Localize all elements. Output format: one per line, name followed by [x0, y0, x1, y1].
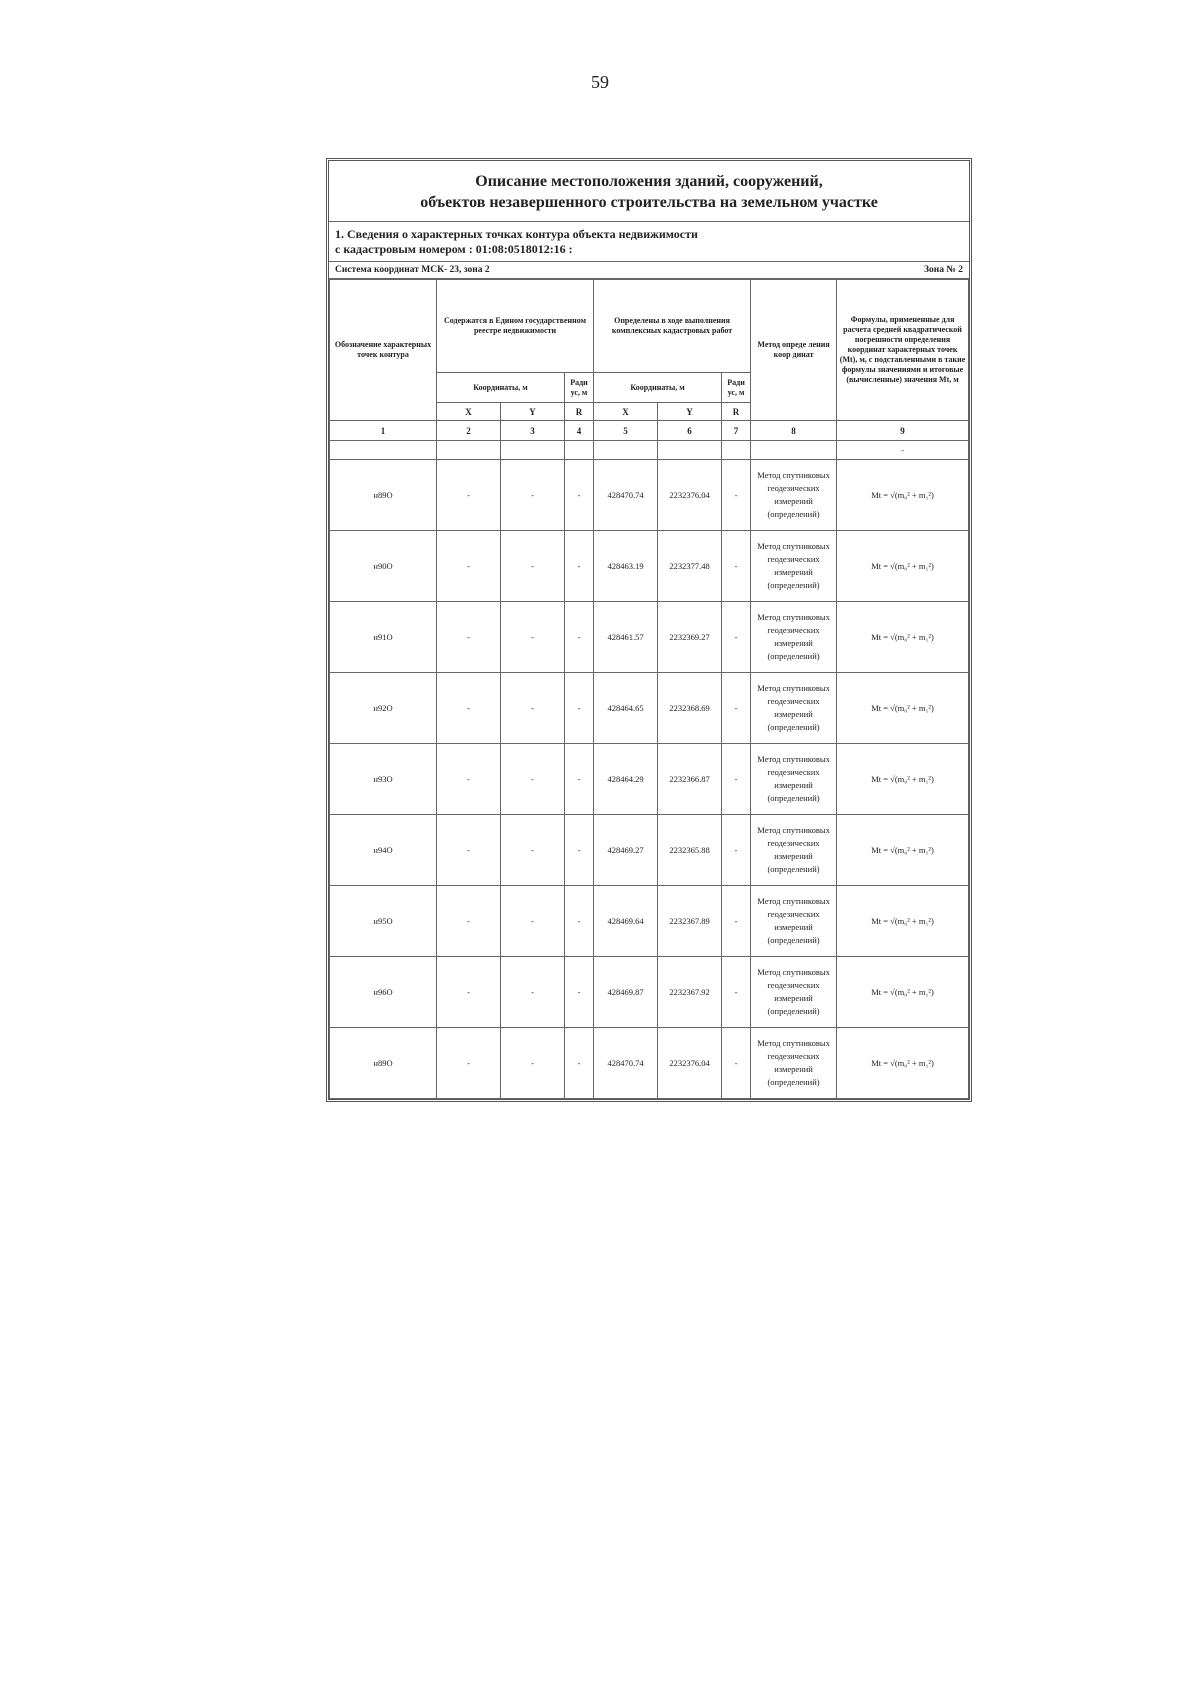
- works-x: 428470.74: [594, 1028, 658, 1099]
- point-name: н89О: [330, 1028, 437, 1099]
- egrn-x: -: [437, 460, 501, 531]
- works-y: 2232366.87: [658, 744, 722, 815]
- col-number: 1: [330, 421, 437, 441]
- works-x: 428470.74: [594, 460, 658, 531]
- egrn-y: -: [501, 602, 565, 673]
- zone-label: Зона № 2: [923, 265, 963, 275]
- point-name: н95О: [330, 886, 437, 957]
- header-y-works: Y: [658, 403, 722, 421]
- works-y: 2232369.27: [658, 602, 722, 673]
- document-sheet: [326, 158, 972, 1102]
- works-y: 2232376.04: [658, 460, 722, 531]
- empty-row: [330, 441, 969, 460]
- formula-cell: Мt = √(m₀² + m₁²): [837, 673, 969, 744]
- method-cell: Метод спутниковых геодезических измерений (определений): [751, 886, 837, 957]
- works-y: 2232365.88: [658, 815, 722, 886]
- works-x: 428461.57: [594, 602, 658, 673]
- col-number: 8: [751, 421, 837, 441]
- method-cell: Метод спутниковых геодезических измерений (определений): [751, 957, 837, 1028]
- egrn-x: -: [437, 602, 501, 673]
- section-line-1: 1. Сведения о характерных точках контура объекта недвижимости: [335, 227, 698, 241]
- works-radius: -: [722, 957, 751, 1028]
- method-cell: Метод спутниковых геодезических измерений (определений): [751, 1028, 837, 1099]
- works-y: 2232367.92: [658, 957, 722, 1028]
- col-number: 9: [837, 421, 969, 441]
- works-x: 428469.64: [594, 886, 658, 957]
- table-row: [330, 602, 969, 673]
- method-cell: Метод спутниковых геодезических измерений (определений): [751, 815, 837, 886]
- works-radius: -: [722, 531, 751, 602]
- header-radius-works: Ради ус, м: [722, 373, 751, 403]
- works-x: 428464.29: [594, 744, 658, 815]
- egrn-x: -: [437, 957, 501, 1028]
- points-table: [329, 279, 969, 1099]
- method-cell: Метод спутниковых геодезических измерений (определений): [751, 531, 837, 602]
- table-row: [330, 957, 969, 1028]
- table-row: [330, 815, 969, 886]
- header-formula: Формулы, примененные для расчета средней квадратической погрешности определения координат характерных точек (Мt), м, с подставленными в такие формулы значениями и итоговые (вычисленные) значения Мt, м: [837, 280, 969, 421]
- formula-cell: Мt = √(m₀² + m₁²): [837, 531, 969, 602]
- formula-cell: Мt = √(m₀² + m₁²): [837, 886, 969, 957]
- works-radius: -: [722, 815, 751, 886]
- formula-cell: Мt = √(m₀² + m₁²): [837, 744, 969, 815]
- works-radius: -: [722, 673, 751, 744]
- point-name: н91О: [330, 602, 437, 673]
- header-coords-works: Координаты, м: [594, 373, 722, 403]
- egrn-y: -: [501, 1028, 565, 1099]
- col-number: 4: [565, 421, 594, 441]
- header-y-egrn: Y: [501, 403, 565, 421]
- works-y: 2232376.04: [658, 1028, 722, 1099]
- formula-cell: Мt = √(m₀² + m₁²): [837, 1028, 969, 1099]
- method-cell: Метод спутниковых геодезических измерений (определений): [751, 460, 837, 531]
- point-name: н90О: [330, 531, 437, 602]
- works-x: 428469.87: [594, 957, 658, 1028]
- table-row: [330, 744, 969, 815]
- egrn-y: -: [501, 460, 565, 531]
- method-cell: Метод спутниковых геодезических измерений (определений): [751, 602, 837, 673]
- egrn-y: -: [501, 531, 565, 602]
- egrn-x: -: [437, 1028, 501, 1099]
- egrn-x: -: [437, 886, 501, 957]
- header-point: Обозначение характерных точек контура: [330, 280, 437, 421]
- table-row: [330, 460, 969, 531]
- col-number: 7: [722, 421, 751, 441]
- egrn-x: -: [437, 531, 501, 602]
- egrn-x: -: [437, 744, 501, 815]
- coordinate-system: Система координат МСК- 23, зона 2: [335, 265, 490, 275]
- works-radius: -: [722, 1028, 751, 1099]
- col-number: 6: [658, 421, 722, 441]
- egrn-x: -: [437, 673, 501, 744]
- method-cell: Метод спутниковых геодезических измерений (определений): [751, 744, 837, 815]
- egrn-y: -: [501, 957, 565, 1028]
- header-egrn: Содержатся в Едином государственном реестре недвижимости: [437, 280, 594, 373]
- point-name: н89О: [330, 460, 437, 531]
- egrn-radius: -: [565, 602, 594, 673]
- header-x-egrn: X: [437, 403, 501, 421]
- title-line-2: объектов незавершенного строительства на земельном участке: [420, 194, 878, 211]
- point-name: н92О: [330, 673, 437, 744]
- egrn-radius: -: [565, 531, 594, 602]
- works-x: 428463.19: [594, 531, 658, 602]
- works-x: 428469.27: [594, 815, 658, 886]
- point-name: н96О: [330, 957, 437, 1028]
- header-radius-egrn: Ради ус, м: [565, 373, 594, 403]
- formula-cell: Мt = √(m₀² + m₁²): [837, 460, 969, 531]
- works-y: 2232368.69: [658, 673, 722, 744]
- egrn-y: -: [501, 815, 565, 886]
- col-number: 3: [501, 421, 565, 441]
- header-coords-egrn: Координаты, м: [437, 373, 565, 403]
- egrn-x: -: [437, 815, 501, 886]
- formula-cell: Мt = √(m₀² + m₁²): [837, 815, 969, 886]
- coordinate-system-bar: [329, 262, 969, 279]
- egrn-radius: -: [565, 673, 594, 744]
- egrn-y: -: [501, 886, 565, 957]
- title-line-1: Описание местоположения зданий, сооружений,: [475, 173, 823, 190]
- empty-mark: -: [837, 441, 969, 460]
- table-row: [330, 673, 969, 744]
- egrn-radius: -: [565, 957, 594, 1028]
- point-name: н94О: [330, 815, 437, 886]
- section-heading: [329, 222, 969, 262]
- header-method: Метод опреде ления коор динат: [751, 280, 837, 421]
- header-r-works: R: [722, 403, 751, 421]
- header-works: Определены в ходе выполнения комплексных кадастровых работ: [594, 280, 751, 373]
- works-x: 428464.65: [594, 673, 658, 744]
- works-radius: -: [722, 602, 751, 673]
- table-row: [330, 531, 969, 602]
- page-number: 59: [591, 72, 609, 92]
- works-y: 2232377.48: [658, 531, 722, 602]
- egrn-y: -: [501, 744, 565, 815]
- header-x-works: X: [594, 403, 658, 421]
- egrn-radius: -: [565, 886, 594, 957]
- table-row: [330, 1028, 969, 1099]
- section-line-2: с кадастровым номером : 01:08:0518012:16 :: [335, 242, 573, 256]
- formula-cell: Мt = √(m₀² + m₁²): [837, 957, 969, 1028]
- egrn-y: -: [501, 673, 565, 744]
- works-y: 2232367.89: [658, 886, 722, 957]
- col-number: 5: [594, 421, 658, 441]
- egrn-radius: -: [565, 744, 594, 815]
- formula-cell: Мt = √(m₀² + m₁²): [837, 602, 969, 673]
- method-cell: Метод спутниковых геодезических измерений (определений): [751, 673, 837, 744]
- header-r-egrn: R: [565, 403, 594, 421]
- works-radius: -: [722, 744, 751, 815]
- works-radius: -: [722, 886, 751, 957]
- col-number: 2: [437, 421, 501, 441]
- works-radius: -: [722, 460, 751, 531]
- table-row: [330, 886, 969, 957]
- point-name: н93О: [330, 744, 437, 815]
- egrn-radius: -: [565, 460, 594, 531]
- document-title: [329, 161, 969, 222]
- egrn-radius: -: [565, 815, 594, 886]
- egrn-radius: -: [565, 1028, 594, 1099]
